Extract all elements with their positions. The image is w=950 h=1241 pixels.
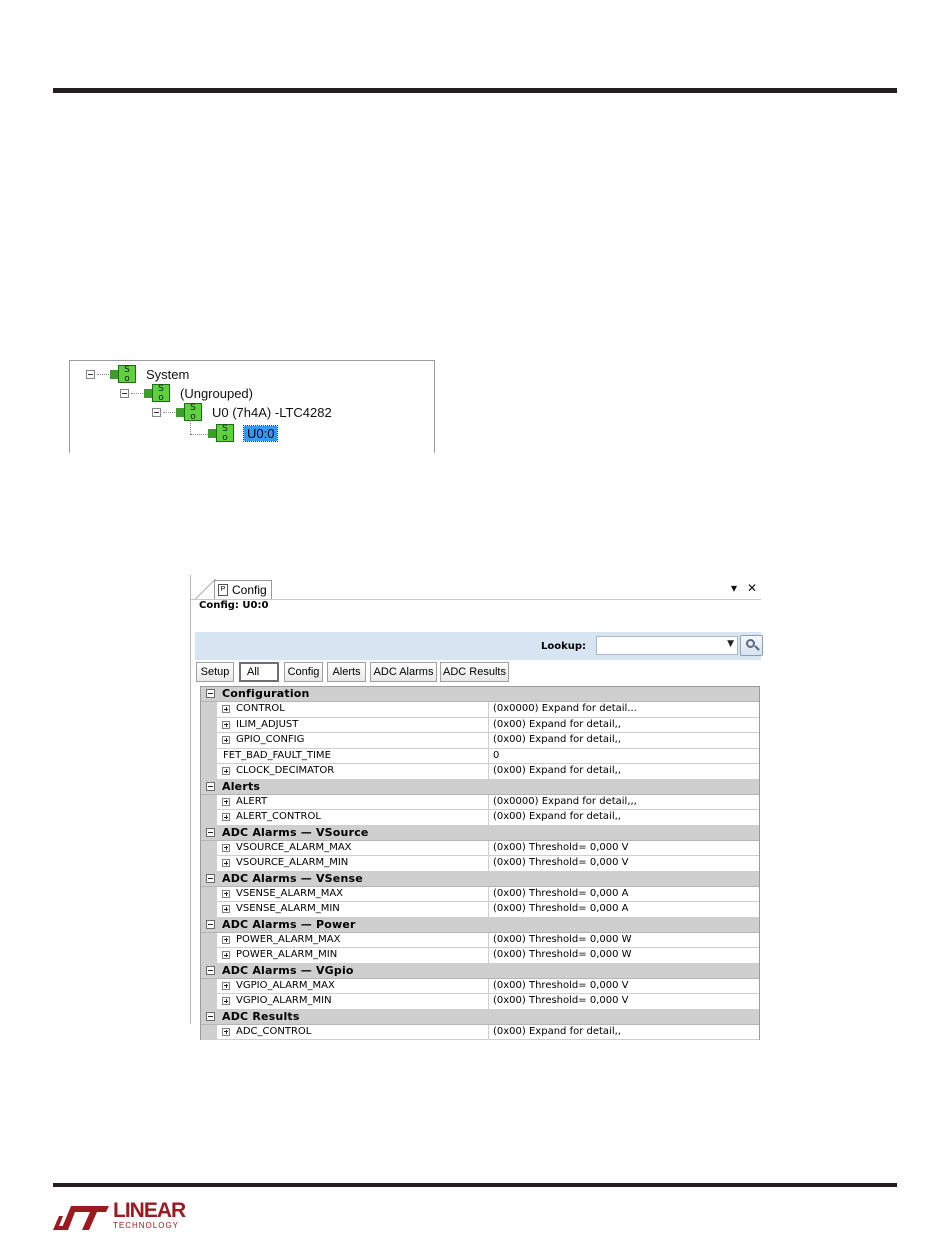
property-row[interactable]: ILIM_ADJUST (0x00) Expand for detail,, xyxy=(201,718,759,734)
property-row[interactable]: VSENSE_ALARM_MAX (0x00) Threshold= 0,000 A xyxy=(201,887,759,903)
device-icon: S o xyxy=(144,383,176,403)
panel-menu-dropdown-icon[interactable]: ▾ xyxy=(731,581,738,595)
lt-logo-mark-icon xyxy=(53,1202,111,1232)
filter-adc-alarms-button[interactable]: ADC Alarms xyxy=(370,662,437,682)
lookup-label: Lookup: xyxy=(541,641,587,652)
lookup-search-button[interactable] xyxy=(740,635,763,656)
filter-adc-results-button[interactable]: ADC Results xyxy=(440,662,509,682)
expand-icon[interactable] xyxy=(222,982,230,990)
category-row[interactable]: Configuration xyxy=(201,687,759,702)
property-row[interactable]: POWER_ALARM_MIN (0x00) Threshold= 0,000 W xyxy=(201,948,759,964)
category-row[interactable]: ADC Results xyxy=(201,1010,759,1025)
close-icon[interactable]: ✕ xyxy=(747,581,758,595)
expand-icon[interactable] xyxy=(222,936,230,944)
collapse-icon[interactable] xyxy=(206,689,215,698)
collapse-icon[interactable] xyxy=(206,1012,215,1021)
category-row[interactable]: ADC Alarms — VSource xyxy=(201,826,759,841)
category-row[interactable]: Alerts xyxy=(201,780,759,795)
tab-strip xyxy=(191,575,761,600)
expand-icon[interactable] xyxy=(222,859,230,867)
property-row[interactable]: ADC_CONTROL (0x00) Expand for detail,, xyxy=(201,1025,759,1041)
collapse-icon[interactable] xyxy=(206,966,215,975)
expand-icon[interactable] xyxy=(222,813,230,821)
collapse-icon[interactable] xyxy=(206,874,215,883)
tree-node-u0-ltc4282[interactable]: S o U0 (7h4A) -LTC4282 xyxy=(152,402,332,422)
system-tree-panel xyxy=(69,360,435,453)
property-row[interactable]: VGPIO_ALARM_MAX (0x00) Threshold= 0,000 V xyxy=(201,979,759,995)
property-row[interactable]: VGPIO_ALARM_MIN (0x00) Threshold= 0,000 V xyxy=(201,994,759,1010)
lookup-combobox[interactable] xyxy=(596,636,738,655)
filter-setup-button[interactable]: Setup xyxy=(196,662,234,682)
expand-icon[interactable] xyxy=(222,736,230,744)
expand-icon[interactable] xyxy=(222,997,230,1005)
property-grid xyxy=(200,686,760,1040)
collapse-icon[interactable] xyxy=(206,828,215,837)
expand-icon[interactable] xyxy=(222,890,230,898)
expand-icon[interactable] xyxy=(222,951,230,959)
property-row[interactable]: ALERT (0x0000) Expand for detail,,, xyxy=(201,795,759,811)
logo-wordmark: LINEAR xyxy=(113,1199,186,1222)
expand-icon[interactable] xyxy=(222,721,230,729)
device-icon: S o xyxy=(208,423,240,443)
collapse-icon[interactable] xyxy=(152,408,161,417)
tree-node-system[interactable]: S o System xyxy=(86,364,189,384)
property-row[interactable]: VSOURCE_ALARM_MAX (0x00) Threshold= 0,000 V xyxy=(201,841,759,857)
config-panel xyxy=(190,575,761,1037)
filter-config-button[interactable]: Config xyxy=(284,662,323,682)
linear-technology-logo xyxy=(53,1200,193,1236)
expand-icon[interactable] xyxy=(222,844,230,852)
collapse-icon[interactable] xyxy=(206,782,215,791)
expand-icon[interactable] xyxy=(222,705,230,713)
category-row[interactable]: ADC Alarms — VGpio xyxy=(201,964,759,979)
filter-alerts-button[interactable]: Alerts xyxy=(327,662,366,682)
collapse-icon[interactable] xyxy=(120,389,129,398)
tab-config[interactable]: P Config xyxy=(214,580,272,599)
category-row[interactable]: ADC Alarms — VSense xyxy=(201,872,759,887)
device-icon: S o xyxy=(176,402,208,422)
property-row[interactable]: VSENSE_ALARM_MIN (0x00) Threshold= 0,000 A xyxy=(201,902,759,918)
property-row[interactable]: FET_BAD_FAULT_TIME 0 xyxy=(201,749,759,765)
collapse-icon[interactable] xyxy=(206,920,215,929)
property-row[interactable]: CLOCK_DECIMATOR (0x00) Expand for detail,, xyxy=(201,764,759,780)
filter-all-button[interactable]: All xyxy=(239,662,279,682)
property-row[interactable]: ALERT_CONTROL (0x00) Expand for detail,, xyxy=(201,810,759,826)
expand-icon[interactable] xyxy=(222,767,230,775)
collapse-icon[interactable] xyxy=(86,370,95,379)
logo-subtext: TECHNOLOGY xyxy=(113,1221,180,1230)
device-icon: S o xyxy=(110,364,142,384)
chevron-down-icon[interactable]: ▼ xyxy=(727,639,734,649)
lookup-toolbar xyxy=(195,632,761,660)
expand-icon[interactable] xyxy=(222,798,230,806)
property-row[interactable]: VSOURCE_ALARM_MIN (0x00) Threshold= 0,000 V xyxy=(201,856,759,872)
property-row[interactable]: CONTROL (0x0000) Expand for detail... xyxy=(201,702,759,718)
header-rule xyxy=(53,88,897,93)
selected-node-label: U0:0 xyxy=(244,426,277,441)
tree-node-ungrouped[interactable]: S o (Ungrouped) xyxy=(120,383,253,403)
tree-node-u0-0[interactable] xyxy=(208,423,277,443)
property-row[interactable]: GPIO_CONFIG (0x00) Expand for detail,, xyxy=(201,733,759,749)
category-row[interactable]: ADC Alarms — Power xyxy=(201,918,759,933)
expand-icon[interactable] xyxy=(222,1028,230,1036)
footer-rule xyxy=(53,1183,897,1187)
property-row[interactable]: POWER_ALARM_MAX (0x00) Threshold= 0,000 W xyxy=(201,933,759,949)
expand-icon[interactable] xyxy=(222,905,230,913)
property-page-icon: P xyxy=(218,584,228,596)
config-title: Config: U0:0 xyxy=(199,600,269,611)
